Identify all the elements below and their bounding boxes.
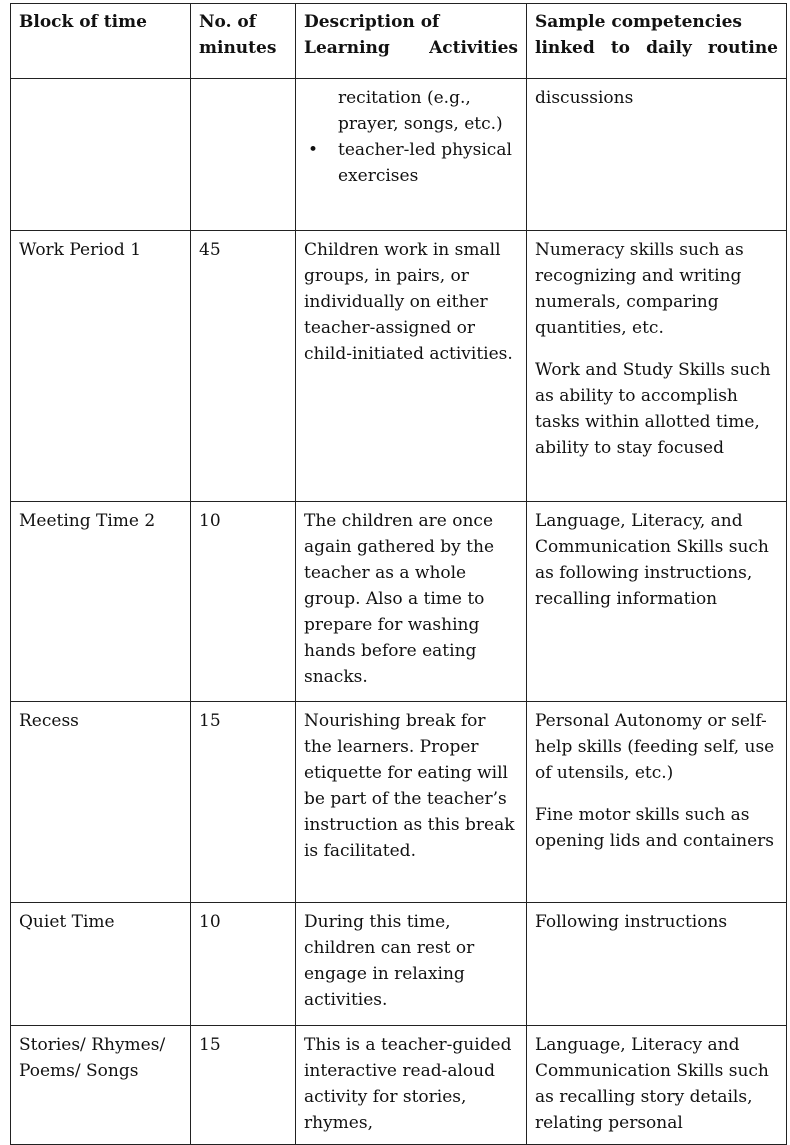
competency-paragraph: Following instructions [535, 912, 728, 932]
competencies-cell [527, 502, 787, 702]
minutes-cell: 45 [191, 231, 296, 502]
competencies-cell [527, 1026, 787, 1145]
table-row-quiet-time [11, 903, 787, 1026]
description-cell: Children work in small groups, in pairs, or individually on either teacher-assigned or child-initiated activities. [296, 231, 527, 502]
block-cell: Recess [11, 702, 191, 903]
description-cell: This is a teacher-guided interactive read-aloud activity for stories, rhymes, [296, 1026, 527, 1145]
competency-paragraph: Language, Literacy and Communication Skills such as recalling story details, relating personal [535, 1035, 769, 1133]
competency-paragraph: Numeracy skills such as recognizing and writing numerals, comparing quantities, etc. [535, 240, 744, 338]
competencies-cell [527, 903, 787, 1026]
minutes-cell: 15 [191, 1026, 296, 1145]
header-block-of-time: Block of time [11, 4, 191, 79]
block-cell [11, 79, 191, 231]
competencies-cell [527, 702, 787, 903]
header-competencies: Sample competencies linked to daily routine [527, 4, 787, 79]
block-cell: Work Period 1 [11, 231, 191, 502]
block-cell: Meeting Time 2 [11, 502, 191, 702]
minutes-cell: 15 [191, 702, 296, 903]
header-row [11, 4, 787, 79]
minutes-cell [191, 79, 296, 231]
competency-paragraph: Language, Literacy, and Communication Skills such as following instructions, recalling information [535, 511, 769, 609]
competency-paragraph: Fine motor skills such as opening lids and containers [535, 805, 775, 851]
table-row-continuation [11, 79, 787, 231]
schedule-table [10, 3, 787, 1145]
description-cell: The children are once again gathered by the teacher as a whole group. Also a time to prepare for washing hands before eating snacks. [296, 502, 527, 702]
description-cell: During this time, children can rest or engage in relaxing activities. [296, 903, 527, 1026]
bullet-item-continued: recitation (e.g., prayer, songs, etc.) [338, 88, 503, 134]
bullet-item: • teacher-led physical exercises [338, 137, 518, 189]
header-no-of-minutes: No. of minutes [191, 4, 296, 79]
description-cell [296, 79, 527, 231]
block-cell: Quiet Time [11, 903, 191, 1026]
table-row-stories-rhymes [11, 1026, 787, 1145]
competency-paragraph: Work and Study Skills such as ability to accomplish tasks within allotted time, ability to stay focused [535, 360, 771, 458]
minutes-cell: 10 [191, 502, 296, 702]
header-description: Description of Learning Activities [296, 4, 527, 79]
description-cell: Nourishing break for the learners. Proper etiquette for eating will be part of the teacher’s instruction as this break is facilitated. [296, 702, 527, 903]
minutes-cell: 10 [191, 903, 296, 1026]
table-row-recess [11, 702, 787, 903]
table-row-work-period-1 [11, 231, 787, 502]
competencies-cell: discussions [527, 79, 787, 231]
table-row-meeting-time-2 [11, 502, 787, 702]
description-bullet-list [304, 85, 518, 189]
competency-paragraph: Personal Autonomy or self-help skills (feeding self, use of utensils, etc.) [535, 711, 775, 783]
competencies-cell [527, 231, 787, 502]
block-cell: Stories/ Rhymes/ Poems/ Songs [11, 1026, 191, 1145]
